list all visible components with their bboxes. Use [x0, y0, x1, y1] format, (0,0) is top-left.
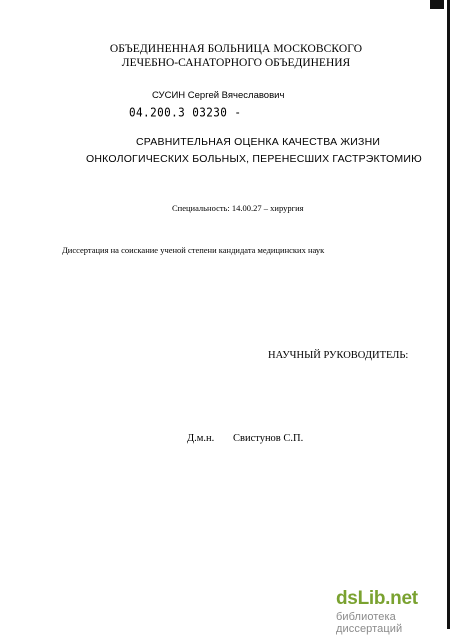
thesis-title-line2: ОНКОЛОГИЧЕСКИХ БОЛЬНЫХ, ПЕРЕНЕСШИХ ГАСТРЭКТОМИЮ [86, 153, 422, 165]
supervisor-heading: НАУЧНЫЙ РУКОВОДИТЕЛЬ: [268, 350, 409, 361]
scan-corner-mark [430, 0, 444, 9]
dslib-logo: dsLib.net [336, 588, 418, 609]
registration-stamp: 04.200.3 03230 - [129, 105, 242, 120]
author-name: СУСИН Сергей Вячеславович [152, 90, 285, 101]
dslib-watermark[interactable] [336, 588, 450, 635]
institution-name-line1: ОБЪЕДИНЕННАЯ БОЛЬНИЦА МОСКОВСКОГО [109, 43, 363, 55]
specialty-line: Специальность: 14.00.27 – хирургия [172, 203, 304, 213]
supervisor-degree: Д.м.н. [187, 433, 215, 444]
thesis-title-line1: СРАВНИТЕЛЬНАЯ ОЦЕНКА КАЧЕСТВА ЖИЗНИ [136, 136, 381, 148]
dslib-subtitle: библиотека диссертаций [336, 611, 403, 635]
supervisor-name: Свистунов С.П. [233, 433, 304, 444]
institution-name-line2: ЛЕЧЕБНО-САНАТОРНОГО ОБЪЕДИНЕНИЯ [121, 57, 351, 69]
dissertation-note: Диссертация на соискание ученой степени кандидата медицинских наук [62, 245, 325, 255]
